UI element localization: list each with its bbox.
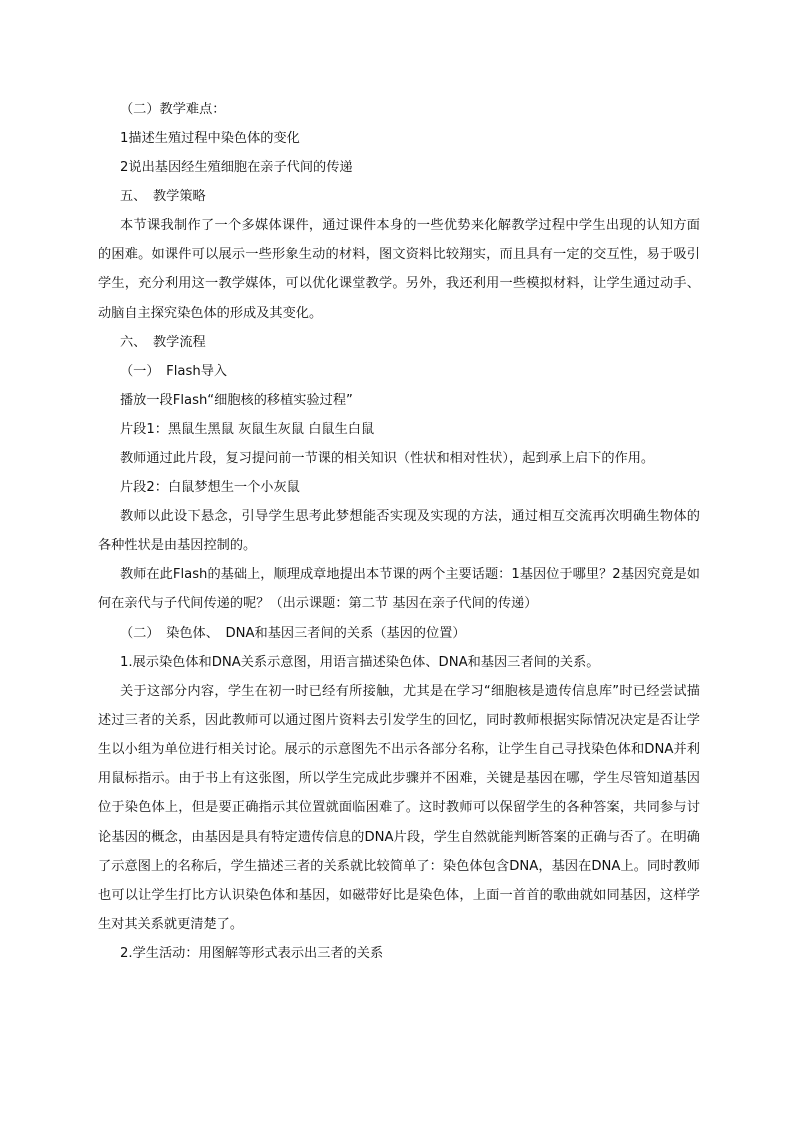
paragraph-strategy-text: 本节课我制作了一个多媒体课件，通过课件本身的一些优势来化解教学过程中学生出现的认知方面的困难。如课件可以展示一些形象生动的材料，图文资料比较翔实，而且具有一定的交互性，易于吸引学生，充分利用这一教学媒体，可以优化课堂教学。另外，我还利用一些模拟材料，让学生通过动手、动脑自主探究染色体的形成及其变化。 <box>98 218 700 321</box>
difficulty-item-1: 1描述生殖过程中染色体的变化 <box>120 131 300 146</box>
subheading-chromosome-dna-gene: （二） 染色体、 DNA和基因三者间的关系（基因的位置） <box>120 625 466 641</box>
clip-1: 片段1：黑鼠生黑鼠 灰鼠生灰鼠 白鼠生白鼠 <box>120 421 375 437</box>
clip-2: 片段2：白鼠梦想生一个小灰鼠 <box>120 479 300 495</box>
paragraph-topic <box>98 560 700 618</box>
paragraph-discussion-text: 关于这部分内容，学生在初一时已经有所接触，尤其是在学习“细胞核是遗传信息库”时已经尝试描述过三者的关系，因此教师可以通过图片资料去引发学生的回忆，同时教师根据实际情况决定是否让学生以小组为单位进行相关讨论。展示的示意图先不出示各部分名称，让学生自己寻找染色体和DNA并利用鼠标指示。由于书上有这张图，所以学生完成此步骤并不困难，关键是基因在哪，学生尽管知道基因位于染色体上，但是要正确指示其位置就面临困难了。这时教师可以保留学生的各种答案，共同参与讨论基因的概念，由基因是具有特定遗传信息的DNA片段，学生自然就能判断答案的正确与否了。在明确了示意图上的名称后，学生描述三者的关系就比较简单了：染色体包含DNA，基因在DNA上。同时教师也可以让学生打比方认识染色体和基因，如磁带好比是染色体，上面一首首的歌曲就如同基因，这样学生对其关系就更清楚了。 <box>98 683 700 933</box>
heading-teaching-strategy: 五、 教学策略 <box>120 189 206 204</box>
clip-1-note: 教师通过此片段，复习提问前一节课的相关知识（性状和相对性状），起到承上启下的作用。 <box>120 450 655 466</box>
step-2: 2.学生活动：用图解等形式表示出三者的关系 <box>120 946 384 962</box>
heading-teaching-difficulties: （二）教学难点： <box>120 102 226 117</box>
flash-description: 播放一段Flash“细胞核的移植实验过程” <box>120 392 353 408</box>
paragraph-topic-text: 教师在此Flash的基础上，顺理成章地提出本节课的两个主要话题：1基因位于哪里？2基因究竟是如何在亲代与子代间传递的呢？（出示课题：第二节 基因在亲子代间的传递） <box>98 567 700 612</box>
heading-teaching-flow: 六、 教学流程 <box>120 334 206 350</box>
paragraph-discussion <box>98 677 700 940</box>
step-1: 1.展示染色体和DNA关系示意图，用语言描述染色体、DNA和基因三者间的关系。 <box>120 654 600 670</box>
paragraph-suspense <box>98 502 700 560</box>
paragraph-suspense-text: 教师以此设下悬念，引导学生思考此梦想能否实现及实现的方法，通过相互交流再次明确生物体的各种性状是由基因控制的。 <box>98 508 700 554</box>
document-body <box>98 95 700 968</box>
paragraph-strategy <box>98 211 700 328</box>
difficulty-item-2: 2说出基因经生殖细胞在亲子代间的传递 <box>120 160 353 175</box>
subheading-flash-intro: （一） Flash导入 <box>120 363 228 379</box>
